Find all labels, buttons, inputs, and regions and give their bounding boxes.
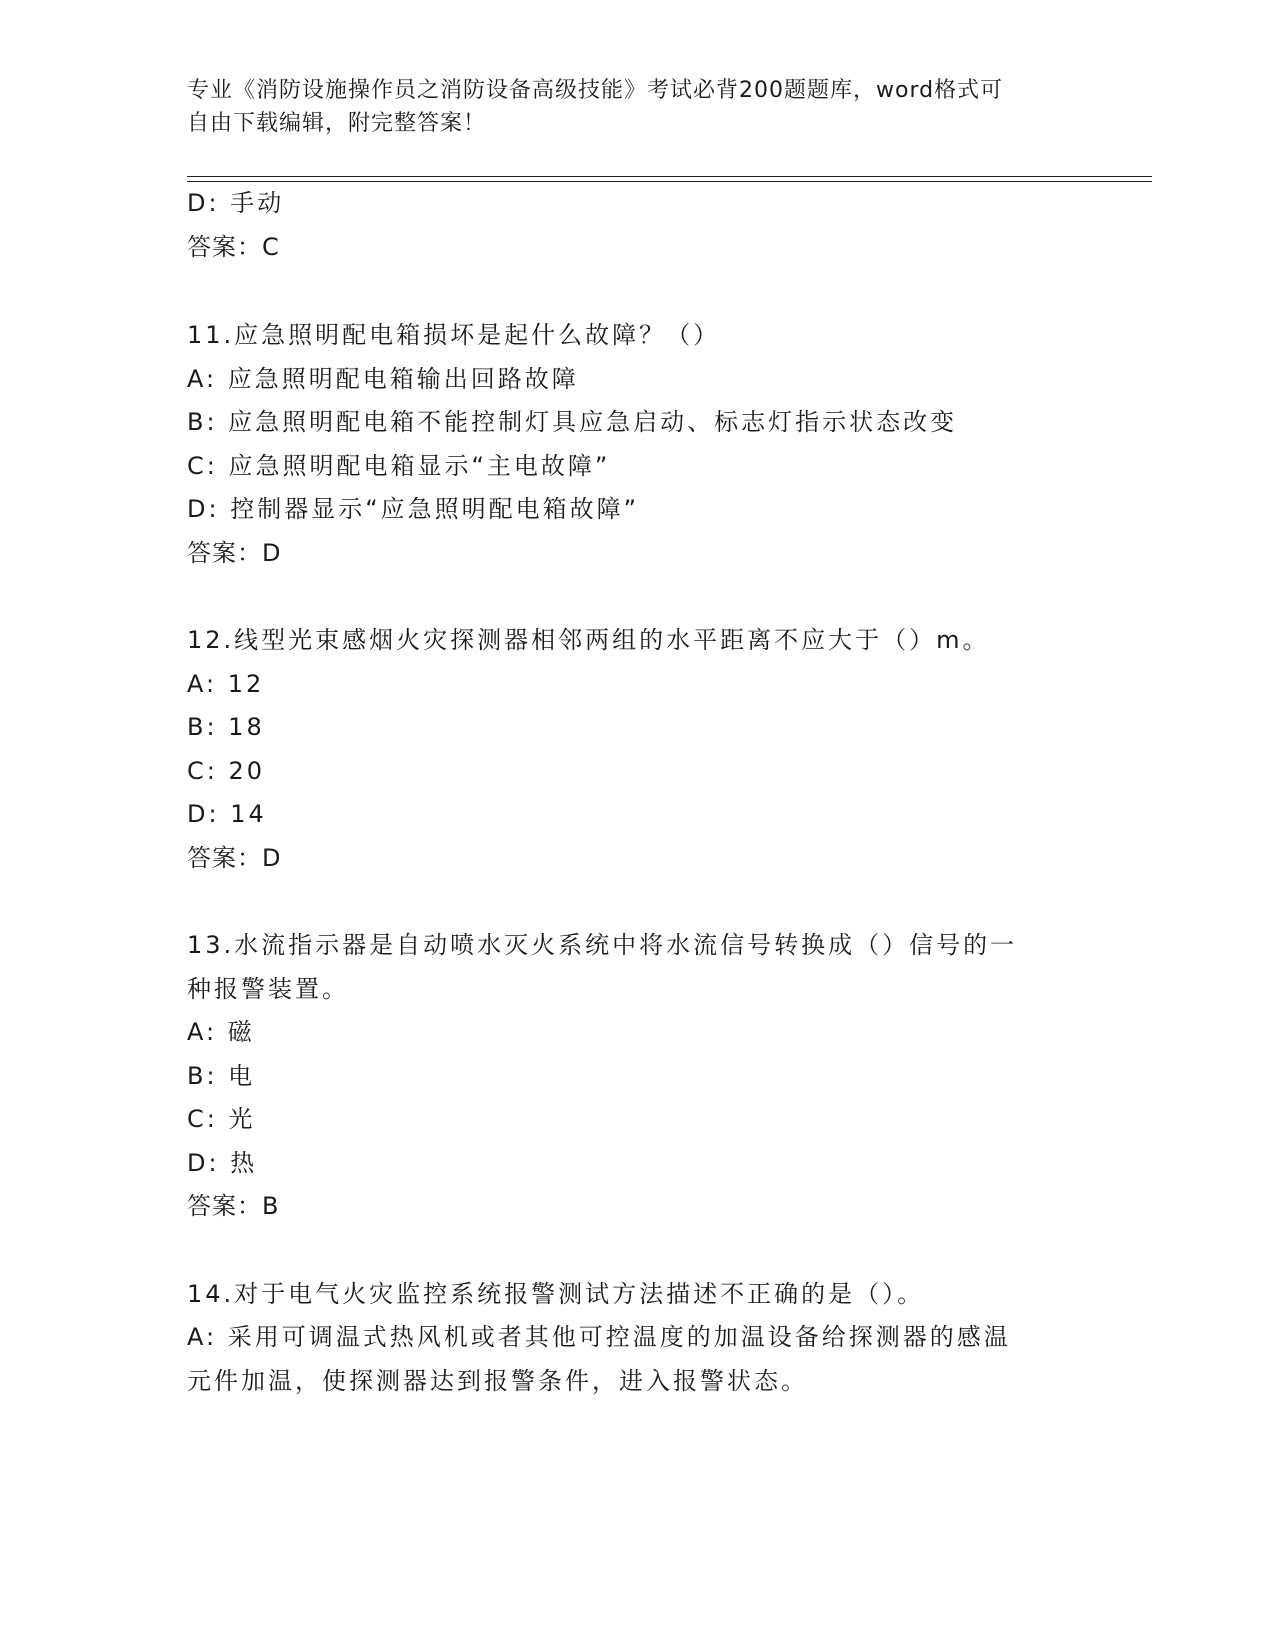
q14-option-a-line-1: A: 采用可调温式热风机或者其他可控温度的加温设备给探测器的感温: [187, 1323, 1011, 1351]
q11-option-c: C: 应急照明配电箱显示“主电故障”: [187, 452, 611, 480]
q12-option-a: A: 12: [187, 670, 265, 698]
q12-option-d: D: 14: [187, 800, 267, 828]
q12-answer: 答案：D: [187, 844, 282, 872]
document-header: [187, 74, 1067, 140]
q13-stem-line-2: 种报警装置。: [187, 975, 349, 1003]
q11-option-d: D: 控制器显示“应急照明配电箱故障”: [187, 495, 640, 523]
header-divider-bottom: [187, 181, 1152, 182]
q13-option-d: D: 热: [187, 1149, 258, 1177]
q11-stem: 11.应急照明配电箱损坏是起什么故障？（）: [187, 321, 721, 349]
q12-option-b: B: 18: [187, 713, 265, 741]
q13-stem-line-1: 13.水流指示器是自动喷水灭火系统中将水流信号转换成（）信号的一: [187, 931, 1018, 959]
header-title-line-1: 专业《消防设施操作员之消防设备高级技能》考试必背200题题库，word格式可: [187, 78, 1004, 103]
q12-stem: 12.线型光束感烟火灾探测器相邻两组的水平距离不应大于（）m。: [187, 626, 990, 654]
q11-answer: 答案：D: [187, 539, 282, 567]
q10-option-d: D: 手动: [187, 189, 285, 217]
q11-option-b: B: 应急照明配电箱不能控制灯具应急启动、标志灯指示状态改变: [187, 408, 958, 436]
q12-option-c: C: 20: [187, 757, 266, 785]
q14-option-a-line-2: 元件加温，使探测器达到报警条件，进入报警状态。: [187, 1367, 808, 1395]
q14-stem: 14.对于电气火灾监控系统报警测试方法描述不正确的是（）。: [187, 1280, 925, 1308]
q13-option-b: B: 电: [187, 1062, 256, 1090]
q10-answer: 答案：C: [187, 233, 280, 261]
header-title-line-2: 自由下载编辑，附完整答案！: [187, 111, 487, 136]
q11-option-a: A: 应急照明配电箱输出回路故障: [187, 365, 579, 393]
q13-option-a: A: 磁: [187, 1018, 255, 1046]
q13-option-c: C: 光: [187, 1105, 256, 1133]
q13-answer: 答案：B: [187, 1192, 280, 1220]
header-divider-top: [187, 176, 1152, 177]
